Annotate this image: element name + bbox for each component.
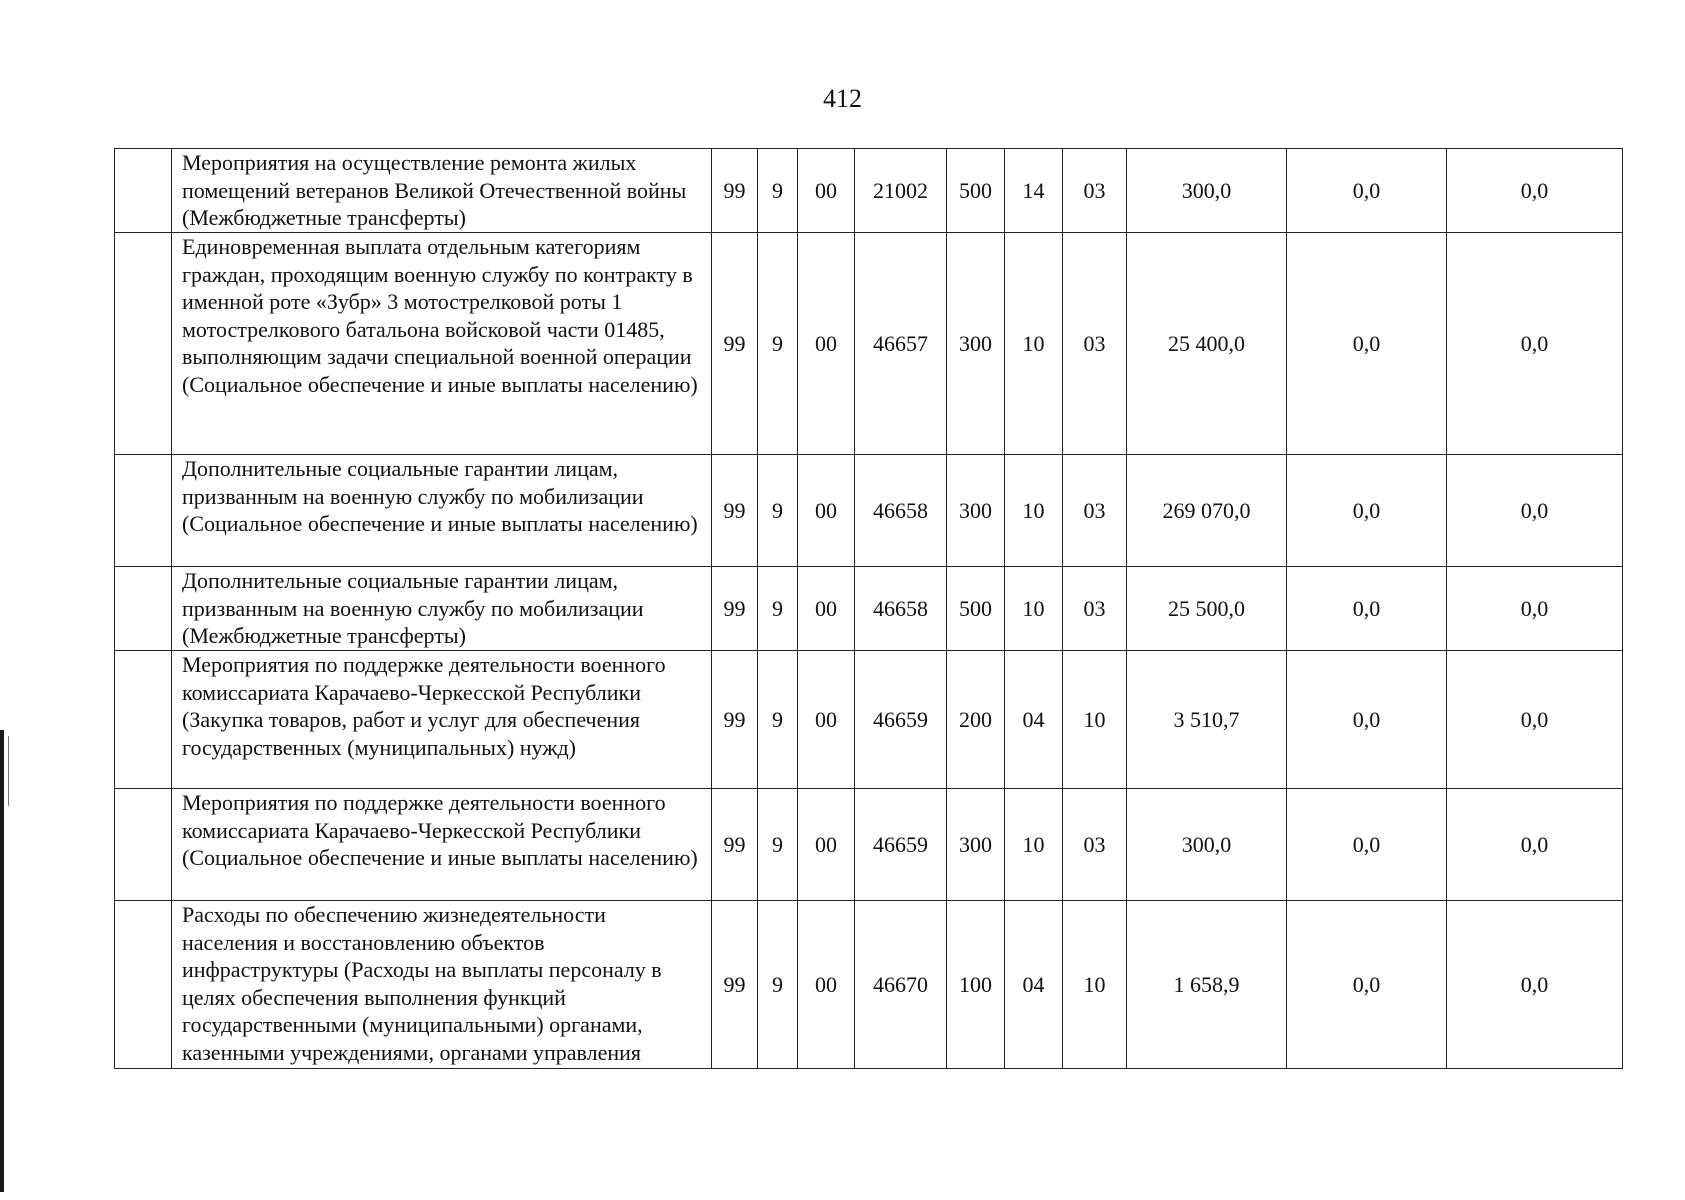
amount-year3-cell: 0,0 — [1447, 149, 1623, 233]
amount-year3-cell: 0,0 — [1447, 789, 1623, 901]
program-code-cell: 99 — [712, 233, 758, 455]
amount-year3-cell: 0,0 — [1447, 567, 1623, 651]
table-row — [115, 149, 1623, 233]
direction-code-cell: 46658 — [855, 567, 947, 651]
scan-edge-mark — [0, 730, 4, 1192]
row-index-cell — [115, 651, 172, 789]
direction-code-cell: 46658 — [855, 455, 947, 567]
event-code-cell: 00 — [798, 901, 855, 1069]
subsection-cell: 03 — [1063, 567, 1127, 651]
row-index-cell — [115, 149, 172, 233]
expense-type-cell: 500 — [947, 567, 1005, 651]
amount-year2-cell: 0,0 — [1287, 651, 1447, 789]
program-code-cell: 99 — [712, 567, 758, 651]
program-code-cell: 99 — [712, 651, 758, 789]
event-code-cell: 00 — [798, 567, 855, 651]
subprogram-code-cell: 9 — [758, 233, 798, 455]
row-index-cell — [115, 455, 172, 567]
row-index-cell — [115, 901, 172, 1069]
page-number: 412 — [823, 84, 862, 113]
expense-type-cell: 100 — [947, 901, 1005, 1069]
expense-name-cell: Мероприятия по поддержке деятельности военного комиссариата Карачаево-Черкесской Республики (Социальное обеспечение и иные выплаты населению) — [172, 789, 712, 901]
amount-year2-cell: 0,0 — [1287, 789, 1447, 901]
scan-edge-mark-thin — [8, 736, 9, 806]
row-index-cell — [115, 789, 172, 901]
direction-code-cell: 46659 — [855, 651, 947, 789]
expense-name-cell: Дополнительные социальные гарантии лицам, призванным на военную службу по мобилизации (Социальное обеспечение и иные выплаты населению) — [172, 455, 712, 567]
direction-code-cell: 46657 — [855, 233, 947, 455]
section-cell: 10 — [1005, 567, 1063, 651]
expense-type-cell: 300 — [947, 455, 1005, 567]
table-body — [115, 149, 1623, 1069]
section-cell: 10 — [1005, 455, 1063, 567]
subsection-cell: 10 — [1063, 901, 1127, 1069]
subprogram-code-cell: 9 — [758, 651, 798, 789]
amount-year3-cell: 0,0 — [1447, 901, 1623, 1069]
amount-year1-cell: 25 500,0 — [1127, 567, 1287, 651]
expense-type-cell: 300 — [947, 789, 1005, 901]
event-code-cell: 00 — [798, 789, 855, 901]
amount-year2-cell: 0,0 — [1287, 901, 1447, 1069]
expense-name-cell: Расходы по обеспечению жизнедеятельности населения и восстановлению объектов инфраструктуры (Расходы на выплаты персоналу в целях обеспечения выполнения функций государственными (муниципальными) органами, казенными учреждениями, органами управления — [172, 901, 712, 1069]
direction-code-cell: 21002 — [855, 149, 947, 233]
amount-year1-cell: 25 400,0 — [1127, 233, 1287, 455]
table-row — [115, 651, 1623, 789]
row-index-cell — [115, 567, 172, 651]
budget-table — [114, 148, 1623, 1069]
program-code-cell: 99 — [712, 789, 758, 901]
subsection-cell: 03 — [1063, 233, 1127, 455]
row-index-cell — [115, 233, 172, 455]
subsection-cell: 03 — [1063, 149, 1127, 233]
amount-year2-cell: 0,0 — [1287, 567, 1447, 651]
event-code-cell: 00 — [798, 455, 855, 567]
amount-year1-cell: 300,0 — [1127, 149, 1287, 233]
amount-year3-cell: 0,0 — [1447, 455, 1623, 567]
subprogram-code-cell: 9 — [758, 567, 798, 651]
expense-type-cell: 300 — [947, 233, 1005, 455]
expense-name-cell: Единовременная выплата отдельным категориям граждан, проходящим военную службу по контракту в именной роте «Зубр» 3 мотострелковой роты 1 мотострелкового батальона войсковой части 01485, выполняющим задачи специальной военной операции (Социальное обеспечение и иные выплаты населению) — [172, 233, 712, 455]
section-cell: 10 — [1005, 789, 1063, 901]
section-cell: 04 — [1005, 651, 1063, 789]
section-cell: 10 — [1005, 233, 1063, 455]
section-cell: 14 — [1005, 149, 1063, 233]
event-code-cell: 00 — [798, 149, 855, 233]
amount-year2-cell: 0,0 — [1287, 455, 1447, 567]
table-row — [115, 901, 1623, 1069]
table-row — [115, 789, 1623, 901]
expense-type-cell: 500 — [947, 149, 1005, 233]
subsection-cell: 03 — [1063, 455, 1127, 567]
amount-year1-cell: 1 658,9 — [1127, 901, 1287, 1069]
table-row — [115, 567, 1623, 651]
direction-code-cell: 46659 — [855, 789, 947, 901]
expense-name-cell: Мероприятия на осуществление ремонта жилых помещений ветеранов Великой Отечественной войны (Межбюджетные трансферты) — [172, 149, 712, 233]
program-code-cell: 99 — [712, 149, 758, 233]
amount-year3-cell: 0,0 — [1447, 651, 1623, 789]
subprogram-code-cell: 9 — [758, 789, 798, 901]
amount-year1-cell: 300,0 — [1127, 789, 1287, 901]
expense-type-cell: 200 — [947, 651, 1005, 789]
amount-year3-cell: 0,0 — [1447, 233, 1623, 455]
subprogram-code-cell: 9 — [758, 901, 798, 1069]
amount-year1-cell: 3 510,7 — [1127, 651, 1287, 789]
event-code-cell: 00 — [798, 233, 855, 455]
expense-name-cell: Дополнительные социальные гарантии лицам, призванным на военную службу по мобилизации (Межбюджетные трансферты) — [172, 567, 712, 651]
amount-year2-cell: 0,0 — [1287, 233, 1447, 455]
section-cell: 04 — [1005, 901, 1063, 1069]
expense-name-cell: Мероприятия по поддержке деятельности военного комиссариата Карачаево-Черкесской Республики (Закупка товаров, работ и услуг для обеспечения государственных (муниципальных) нужд) — [172, 651, 712, 789]
subprogram-code-cell: 9 — [758, 149, 798, 233]
direction-code-cell: 46670 — [855, 901, 947, 1069]
table-row — [115, 233, 1623, 455]
program-code-cell: 99 — [712, 455, 758, 567]
program-code-cell: 99 — [712, 901, 758, 1069]
amount-year1-cell: 269 070,0 — [1127, 455, 1287, 567]
subprogram-code-cell: 9 — [758, 455, 798, 567]
subsection-cell: 03 — [1063, 789, 1127, 901]
amount-year2-cell: 0,0 — [1287, 149, 1447, 233]
event-code-cell: 00 — [798, 651, 855, 789]
table-row — [115, 455, 1623, 567]
subsection-cell: 10 — [1063, 651, 1127, 789]
